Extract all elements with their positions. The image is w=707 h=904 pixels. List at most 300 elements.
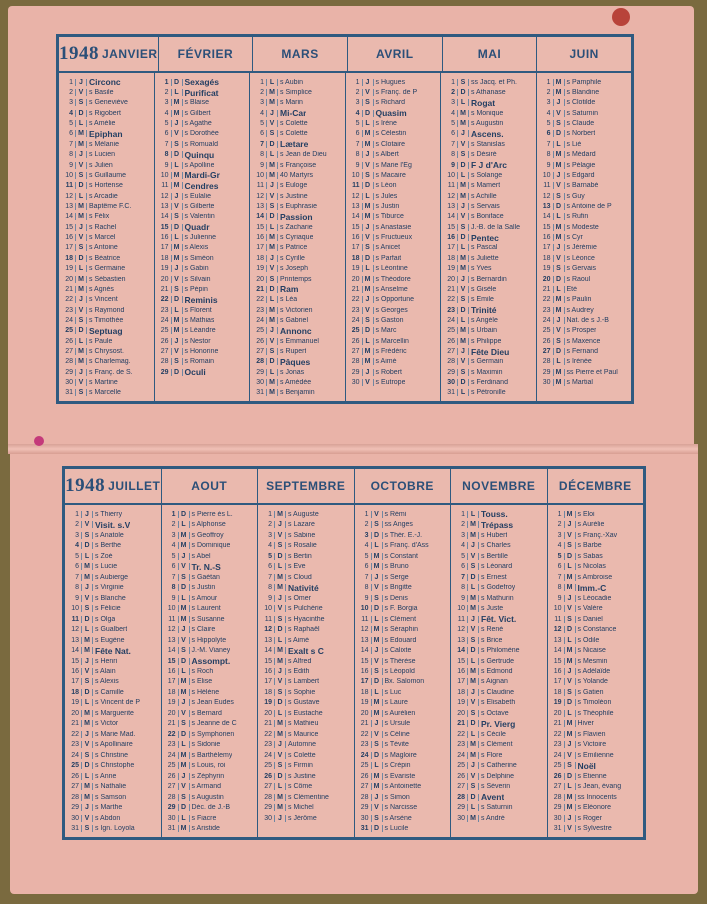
weekday-letter: M: [274, 720, 286, 727]
weekday-letter: M: [266, 89, 278, 96]
saint-name: s Léontine: [375, 265, 408, 273]
day-row: [65, 614, 161, 624]
weekday-letter: D: [171, 151, 183, 158]
day-number: 17: [65, 244, 73, 252]
day-number: 1: [69, 78, 73, 86]
weekday-letter: D: [266, 358, 278, 365]
day-row: [451, 803, 547, 813]
weekday-letter: M: [362, 276, 374, 283]
day-number: 7: [260, 140, 264, 148]
day-row: [441, 243, 536, 253]
day-row: [355, 729, 451, 739]
day-number: 10: [447, 171, 455, 179]
month-name: DÉCEMBRE: [558, 479, 632, 493]
day-number: 25: [71, 762, 79, 770]
weekday-letter: L: [274, 783, 286, 790]
weekday-letter: J: [81, 511, 93, 518]
day-row: [441, 377, 536, 387]
month-columns: [59, 73, 631, 401]
weekday-letter: V: [362, 307, 374, 314]
saint-name: Pr. Vierg: [481, 718, 516, 729]
day-number: 2: [75, 521, 79, 529]
month-header: [159, 37, 254, 71]
month-column: [548, 505, 644, 837]
day-number: 11: [554, 615, 562, 623]
saint-name: s Mélanie: [89, 140, 119, 148]
month-name: AOUT: [191, 479, 228, 493]
weekday-letter: J: [371, 720, 383, 727]
month-column: [65, 505, 162, 837]
weekday-letter: V: [81, 815, 93, 822]
weekday-letter: S: [564, 689, 576, 696]
weekday-letter: S: [75, 172, 87, 179]
saint-name: s Rachel: [89, 223, 117, 231]
day-row: [346, 232, 441, 242]
saint-name: s Apolline: [184, 161, 215, 169]
day-row: [441, 295, 536, 305]
saint-name: Pâques: [280, 356, 311, 367]
day-row: [451, 593, 547, 603]
weekday-letter: M: [274, 658, 286, 665]
saint-name: s Thér. E.-J.: [384, 531, 423, 539]
weekday-letter: M: [467, 521, 479, 528]
weekday-letter: V: [553, 110, 565, 117]
day-number: 29: [351, 368, 360, 376]
saint-name: Septuag: [89, 325, 123, 336]
day-row: [250, 108, 345, 118]
day-row: [537, 160, 632, 170]
day-number: 6: [557, 563, 562, 571]
day-row: [250, 357, 345, 367]
saint-name: s Saturnin: [566, 109, 599, 117]
day-number: 30: [553, 814, 562, 822]
weekday-letter: V: [171, 203, 183, 210]
weekday-letter: M: [467, 605, 479, 612]
day-row: [155, 284, 250, 294]
day-number: 24: [71, 751, 79, 759]
weekday-letter: L: [371, 542, 383, 549]
day-row: [162, 603, 258, 613]
day-row: [548, 603, 644, 613]
weekday-letter: L: [371, 762, 383, 769]
weekday-letter: L: [553, 286, 565, 293]
weekday-letter: J: [362, 79, 374, 86]
day-number: 25: [256, 327, 264, 335]
saint-name: s Anselme: [375, 285, 408, 293]
weekday-letter: J: [266, 110, 278, 117]
weekday-letter: M: [266, 162, 278, 169]
saint-name: Trinité: [471, 305, 497, 316]
day-number: 11: [543, 182, 551, 190]
day-number: 15: [542, 223, 551, 231]
saint-name: Fête Nat.: [95, 645, 131, 656]
day-number: 29: [457, 804, 465, 812]
day-row: [250, 160, 345, 170]
day-row: [59, 367, 154, 377]
day-row: [441, 284, 536, 294]
day-row: [355, 792, 451, 802]
weekday-letter: V: [362, 162, 374, 169]
weekday-letter: J: [266, 182, 278, 189]
weekday-letter: S: [362, 317, 374, 324]
day-number: 22: [542, 296, 551, 304]
saint-name: s Fiacre: [191, 814, 217, 822]
saint-name: Assompt.: [191, 656, 231, 667]
weekday-letter: L: [75, 120, 87, 127]
day-number: 22: [457, 730, 465, 738]
day-number: 1: [355, 78, 360, 86]
day-number: 13: [351, 202, 360, 210]
day-row: [441, 274, 536, 284]
saint-name: s Hyacinthe: [288, 615, 325, 623]
day-number: 10: [167, 605, 176, 613]
weekday-letter: S: [81, 825, 93, 832]
weekday-letter: D: [274, 773, 286, 780]
day-row: [346, 315, 441, 325]
day-number: 28: [71, 793, 79, 801]
day-row: [441, 181, 536, 191]
day-number: 22: [160, 296, 169, 304]
weekday-letter: S: [178, 794, 190, 801]
saint-name: s Victorien: [280, 306, 313, 314]
saint-name: s Bertin: [288, 552, 312, 560]
day-number: 4: [75, 542, 79, 550]
day-row: [355, 656, 451, 666]
saint-name: s Pamphile: [566, 78, 602, 86]
day-row: [355, 803, 451, 813]
day-row: [537, 377, 632, 387]
saint-name: s Charlemag.: [89, 358, 131, 366]
day-row: [355, 614, 451, 624]
weekday-letter: J: [274, 741, 286, 748]
weekday-letter: J: [266, 327, 278, 334]
weekday-letter: D: [75, 110, 87, 117]
day-row: [548, 729, 644, 739]
weekday-letter: J: [362, 224, 374, 231]
day-row: [537, 336, 632, 346]
day-row: [355, 624, 451, 634]
day-row: [65, 593, 161, 603]
saint-name: Quinqu: [184, 149, 215, 160]
day-number: 13: [256, 202, 264, 210]
day-row: [451, 708, 547, 718]
weekday-letter: M: [266, 234, 278, 241]
day-number: 29: [256, 368, 264, 376]
weekday-letter: M: [553, 296, 565, 303]
weekday-letter: M: [178, 752, 190, 759]
saint-name: s Mathurin: [481, 594, 514, 602]
weekday-letter: S: [553, 338, 565, 345]
weekday-letter: L: [178, 521, 190, 528]
weekday-letter: L: [171, 234, 183, 241]
saint-name: s Pétronille: [471, 389, 506, 397]
day-row: [59, 212, 154, 222]
day-row: [441, 326, 536, 336]
day-row: [59, 274, 154, 284]
day-row: [548, 635, 644, 645]
saint-name: Fêt. Vict.: [481, 614, 517, 625]
weekday-letter: L: [75, 265, 87, 272]
day-row: [59, 98, 154, 108]
weekday-letter: M: [564, 804, 576, 811]
day-row: [258, 677, 354, 687]
day-number: 8: [164, 151, 169, 159]
day-number: 9: [364, 594, 369, 602]
saint-name: s Valère: [577, 605, 603, 613]
day-number: 13: [542, 202, 551, 210]
day-row: [65, 677, 161, 687]
day-number: 18: [457, 688, 465, 696]
saint-name: s Sabine: [288, 531, 316, 539]
day-row: [355, 824, 451, 834]
month-name: JUILLET: [108, 479, 161, 493]
day-row: [355, 666, 451, 676]
saint-name: s Marcel: [89, 234, 116, 242]
day-number: 22: [351, 296, 360, 304]
day-number: 29: [542, 368, 551, 376]
saint-name: s Godefroy: [481, 584, 516, 592]
day-row: [451, 761, 547, 771]
weekday-letter: V: [467, 626, 479, 633]
weekday-letter: S: [467, 710, 479, 717]
day-row: [537, 108, 632, 118]
day-number: 14: [360, 647, 369, 655]
day-row: [162, 540, 258, 550]
weekday-letter: V: [266, 120, 278, 127]
saint-name: s Siméon: [184, 254, 214, 262]
month-column: [346, 73, 442, 401]
day-number: 21: [360, 720, 369, 728]
day-row: [59, 139, 154, 149]
day-row: [346, 150, 441, 160]
weekday-letter: M: [371, 783, 383, 790]
day-number: 2: [164, 89, 169, 97]
weekday-letter: J: [81, 804, 93, 811]
saint-name: s Pascal: [471, 244, 498, 252]
weekday-letter: L: [457, 389, 469, 396]
weekday-letter: M: [457, 193, 469, 200]
weekday-letter: L: [371, 689, 383, 696]
day-row: [451, 750, 547, 760]
day-row: [250, 284, 345, 294]
weekday-letter: M: [457, 327, 469, 334]
saint-name: Purificat: [184, 87, 219, 98]
day-number: 16: [542, 234, 551, 242]
day-row: [258, 782, 354, 792]
month-name: NOVEMBRE: [462, 479, 536, 493]
day-number: 27: [65, 348, 73, 356]
day-number: 19: [167, 699, 176, 707]
day-row: [451, 740, 547, 750]
day-number: 27: [553, 783, 562, 791]
day-row: [59, 315, 154, 325]
saint-name: s Maxence: [566, 337, 601, 345]
day-number: 7: [355, 140, 360, 148]
saint-name: s Gatien: [577, 688, 604, 696]
day-row: [162, 519, 258, 529]
weekday-letter: S: [274, 762, 286, 769]
day-number: 6: [260, 130, 264, 138]
saint-name: Bx. Salomon: [384, 678, 425, 686]
day-number: 15: [447, 223, 455, 231]
month-column: [537, 73, 632, 401]
saint-name: s Alfred: [288, 657, 312, 665]
weekday-letter: D: [81, 616, 93, 623]
saint-name: Déc. de J.-B: [191, 804, 231, 812]
day-row: [451, 561, 547, 571]
day-row: [451, 677, 547, 687]
weekday-letter: S: [171, 213, 183, 220]
day-number: 23: [264, 741, 272, 749]
saint-name: s Marie l'Ég: [375, 161, 412, 169]
day-number: 16: [256, 234, 264, 242]
day-number: 4: [260, 109, 264, 117]
saint-name: s Sébastien: [89, 275, 126, 283]
day-row: [441, 170, 536, 180]
day-number: 28: [542, 358, 551, 366]
day-row: [59, 305, 154, 315]
weekday-letter: D: [81, 762, 93, 769]
day-number: 9: [546, 161, 551, 169]
weekday-letter: M: [81, 794, 93, 801]
day-number: 2: [461, 521, 465, 529]
saint-name: s Joseph: [280, 265, 309, 273]
day-row: [441, 315, 536, 325]
weekday-letter: V: [178, 710, 190, 717]
day-number: 19: [65, 265, 73, 273]
saint-name: Touss.: [481, 509, 508, 520]
day-row: [355, 635, 451, 645]
saint-name: Rogat: [471, 97, 496, 108]
weekday-letter: M: [178, 616, 190, 623]
day-number: 6: [75, 563, 79, 571]
day-row: [537, 367, 632, 377]
day-row: [548, 582, 644, 592]
day-number: 22: [264, 730, 272, 738]
weekday-letter: M: [553, 224, 565, 231]
day-row: [155, 160, 250, 170]
saint-name: s Augustin: [191, 793, 224, 801]
day-row: [537, 191, 632, 201]
day-number: 26: [447, 337, 455, 345]
weekday-letter: M: [553, 89, 565, 96]
weekday-letter: M: [178, 689, 190, 696]
weekday-letter: M: [467, 752, 479, 759]
day-number: 9: [451, 161, 455, 169]
day-number: 3: [546, 99, 551, 107]
weekday-letter: M: [371, 553, 383, 560]
saint-name: s Mathias: [184, 316, 215, 324]
day-row: [537, 284, 632, 294]
day-number: 30: [542, 379, 551, 387]
day-row: [250, 118, 345, 128]
red-stain: [612, 8, 630, 26]
day-number: 17: [167, 678, 176, 686]
saint-name: ss Pierre et Paul: [566, 368, 618, 376]
weekday-letter: J: [553, 172, 565, 179]
weekday-letter: J: [553, 99, 565, 106]
day-row: [537, 295, 632, 305]
saint-name: s Hortense: [89, 182, 123, 190]
day-number: 29: [167, 804, 176, 812]
pink-stain: [34, 436, 44, 446]
day-row: [548, 561, 644, 571]
day-number: 26: [160, 337, 169, 345]
day-number: 7: [461, 573, 465, 581]
day-number: 30: [71, 814, 79, 822]
weekday-letter: S: [171, 358, 183, 365]
day-number: 16: [65, 234, 73, 242]
saint-name: s Delphine: [481, 772, 515, 780]
saint-name: s Charles: [481, 542, 511, 550]
day-row: [65, 645, 161, 655]
day-row: [250, 243, 345, 253]
saint-name: s Clément: [384, 615, 417, 623]
day-row: [59, 181, 154, 191]
saint-name: s Lucien: [89, 151, 116, 159]
saint-name: Quasim: [375, 108, 407, 119]
weekday-letter: S: [178, 647, 190, 654]
weekday-letter: L: [457, 317, 469, 324]
day-number: 9: [557, 594, 562, 602]
day-number: 16: [167, 668, 176, 675]
day-row: [548, 782, 644, 792]
saint-name: s Franç. de P: [375, 89, 418, 97]
day-number: 10: [351, 171, 360, 179]
day-row: [162, 687, 258, 697]
day-row: [59, 284, 154, 294]
day-row: [155, 346, 250, 356]
weekday-letter: V: [81, 741, 93, 748]
day-row: [548, 593, 644, 603]
weekday-letter: S: [81, 605, 93, 612]
day-row: [355, 677, 451, 687]
saint-name: s Tévite: [384, 741, 409, 749]
day-row: [155, 253, 250, 263]
day-number: 6: [171, 563, 176, 571]
weekday-letter: J: [75, 369, 87, 376]
day-number: 27: [457, 783, 465, 791]
weekday-letter: J: [553, 317, 565, 324]
saint-name: s Christine: [95, 751, 129, 759]
weekday-letter: V: [467, 553, 479, 560]
saint-name: s Urbain: [471, 327, 498, 335]
weekday-letter: M: [564, 511, 576, 518]
day-row: [548, 656, 644, 666]
weekday-letter: M: [75, 286, 87, 293]
weekday-letter: J: [274, 595, 286, 602]
day-number: 19: [351, 265, 360, 273]
weekday-letter: M: [457, 110, 469, 117]
day-number: 18: [351, 254, 360, 262]
day-row: [162, 729, 258, 739]
weekday-letter: S: [371, 741, 383, 748]
saint-name: s Maurice: [288, 730, 319, 738]
day-row: [441, 388, 536, 398]
day-row: [537, 274, 632, 284]
weekday-letter: L: [457, 99, 469, 106]
day-number: 22: [447, 296, 455, 304]
day-number: 27: [542, 348, 551, 356]
saint-name: s Gervais: [566, 265, 597, 273]
saint-name: Circonc: [89, 77, 121, 88]
weekday-letter: M: [75, 358, 87, 365]
saint-name: s Théodore: [375, 275, 411, 283]
weekday-letter: L: [564, 783, 576, 790]
weekday-letter: M: [274, 804, 286, 811]
day-number: 16: [160, 234, 169, 242]
weekday-letter: S: [553, 193, 565, 200]
